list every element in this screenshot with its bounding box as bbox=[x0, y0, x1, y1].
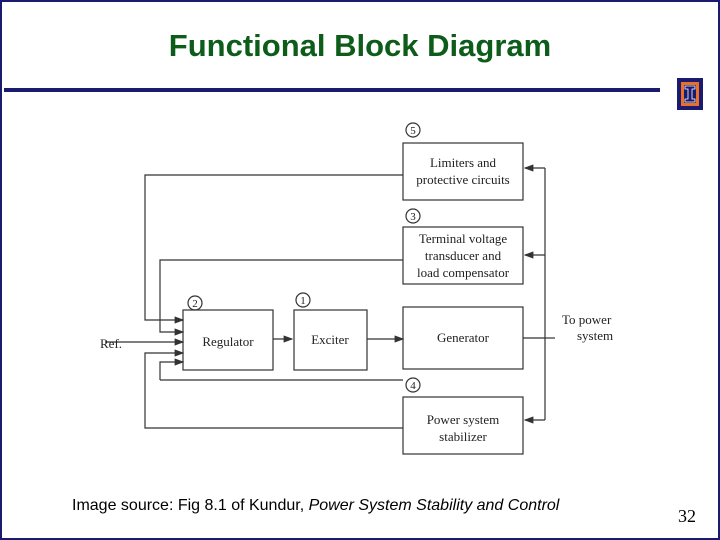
transducer-label-line1: Terminal voltage bbox=[418, 231, 508, 246]
output-label-line1: To power bbox=[562, 312, 612, 327]
caption-book-title: Power System Stability and Control bbox=[308, 497, 560, 514]
university-logo bbox=[677, 78, 703, 110]
logo-background bbox=[681, 82, 699, 106]
transducer-label-line2: transducer and bbox=[424, 248, 502, 263]
transducer-label-line3: load compensator bbox=[416, 265, 510, 280]
slide-title: Functional Block Diagram bbox=[168, 28, 552, 63]
extra-feedback-line bbox=[160, 362, 183, 380]
stabilizer-label-line1: Power system bbox=[426, 412, 500, 427]
limiters-label-line1: Limiters and bbox=[429, 155, 497, 170]
block-diagram bbox=[95, 110, 655, 480]
exciter-label: Exciter bbox=[311, 332, 349, 347]
output-label-line2: system bbox=[577, 328, 614, 343]
page-number: 32 bbox=[678, 506, 696, 526]
block-number-5: 5 bbox=[410, 125, 416, 137]
image-source-caption bbox=[72, 497, 559, 515]
generator-label: Generator bbox=[437, 330, 489, 345]
block-number-4: 4 bbox=[410, 380, 416, 392]
limiters-label-line2: protective circuits bbox=[416, 172, 510, 187]
caption-prefix: Image source: Fig 8.1 of Kundur, bbox=[72, 497, 309, 514]
block-number-3: 3 bbox=[410, 211, 416, 223]
block-number-1: 1 bbox=[300, 295, 306, 307]
regulator-label: Regulator bbox=[202, 334, 254, 349]
block-i-icon bbox=[684, 85, 696, 103]
stabilizer-feedback-line bbox=[145, 353, 403, 428]
stabilizer-label-line2: stabilizer bbox=[439, 429, 487, 444]
title-rule bbox=[4, 88, 660, 92]
block-number-2: 2 bbox=[192, 298, 198, 310]
ref-label: Ref. bbox=[100, 336, 123, 351]
limiters-feedback-line bbox=[145, 175, 403, 320]
